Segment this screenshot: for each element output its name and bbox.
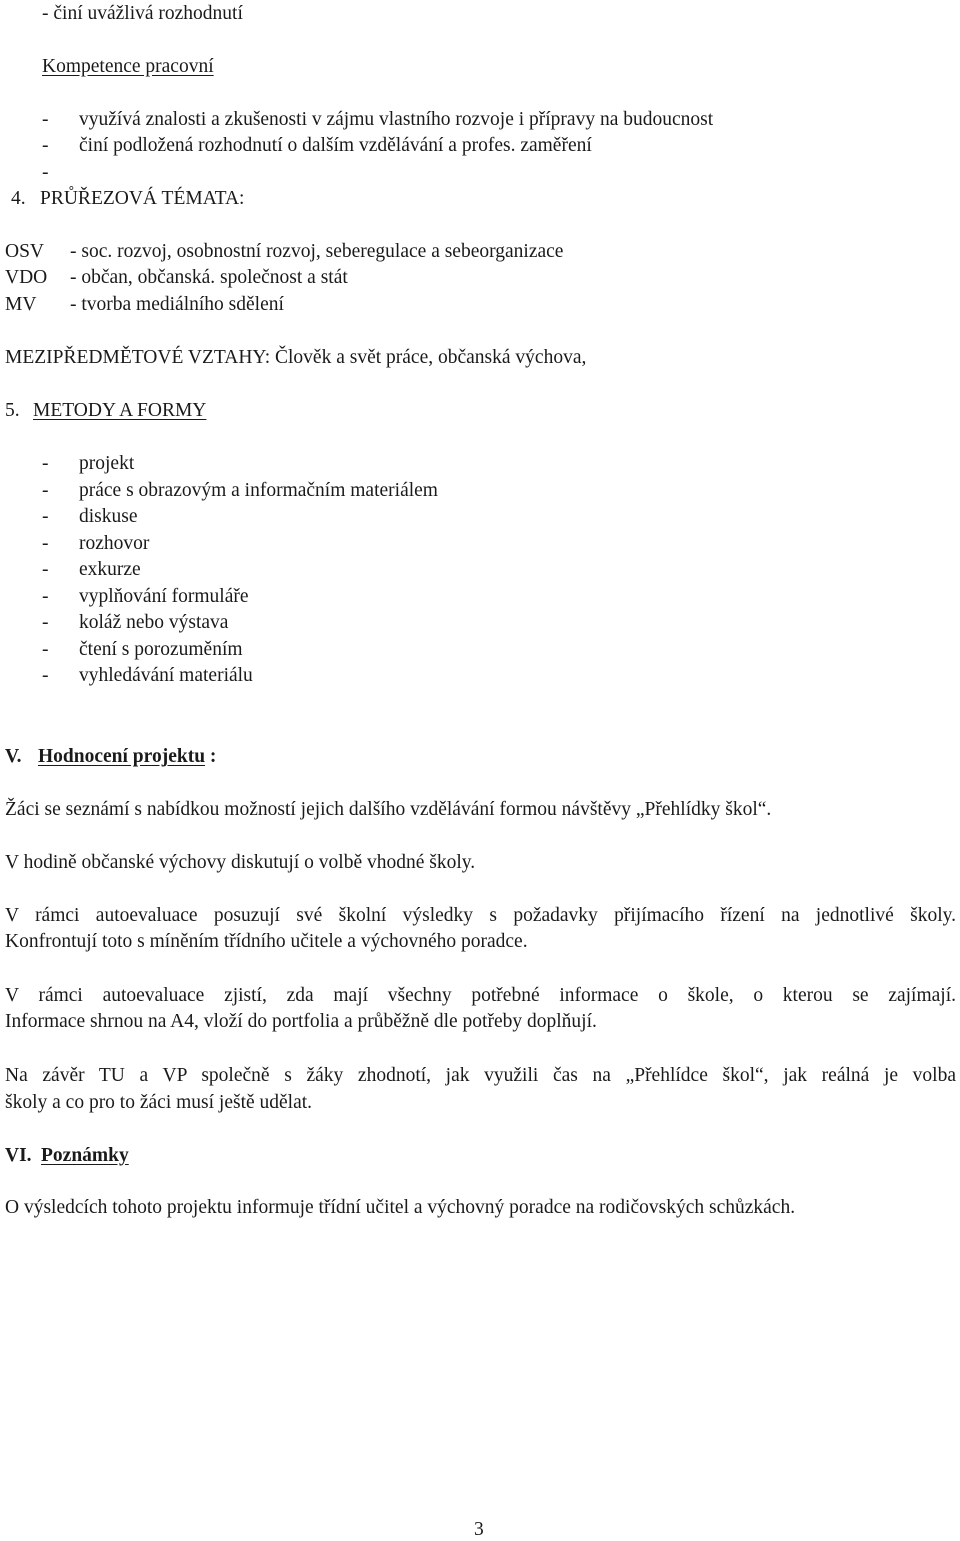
theme-text: - občan, občanská. společnost a stát (70, 267, 348, 288)
paragraph-line: V rámci autoevaluace zjistí, zda mají všechny potřebné informace o škole, o kterou se zajímají. (5, 985, 956, 1006)
theme-abbr: OSV (5, 241, 45, 262)
paragraph-line: Konfrontují toto s míněním třídního učitele a výchovného poradce. (5, 931, 528, 952)
section-title: Hodnocení projektu (38, 746, 206, 767)
paragraph: Žáci se seznámí s nabídkou možností jejich dalšího vzdělávání formou návštěvy „Přehlídky škol“. (5, 799, 772, 820)
paragraph-line: V rámci autoevaluace posuzují své školní výsledky s požadavky přijímacího řízení na jednotlivé školy. (5, 905, 956, 926)
theme-text: - tvorba mediálního sdělení (70, 294, 284, 315)
theme-abbr: MV (5, 294, 37, 315)
section-title: METODY A FORMY (33, 400, 207, 421)
paragraph-line: Informace shrnou na A4, vloží do portfolia a průběžně dle potřeby doplňují. (5, 1011, 597, 1032)
section-title: Poznámky (41, 1145, 129, 1166)
theme-abbr: VDO (5, 267, 48, 288)
section-title: PRŮŘEZOVÁ TÉMATA: (40, 188, 245, 209)
section-number: V. (5, 746, 22, 767)
page-number: 3 (474, 1519, 484, 1540)
theme-text: - soc. rozvoj, osobnostní rozvoj, seberegulace a sebeorganizace (70, 241, 564, 262)
mezipredmetove-vztahy: MEZIPŘEDMĚTOVÉ VZTAHY: Člověk a svět práce, občanská výchova, (5, 347, 587, 368)
paragraph-line: Na závěr TU a VP společně s žáky zhodnotí, jak využili čas na „Přehlídce škol“, jak reálná je volba (5, 1065, 956, 1086)
section-number: VI. (5, 1145, 32, 1166)
section-number: 5. (5, 400, 20, 421)
section-number: 4. (11, 188, 26, 209)
paragraph: O výsledcích tohoto projektu informuje třídní učitel a výchovný poradce na rodičovských schůzkách. (5, 1197, 796, 1218)
intro-line: - činí uvážlivá rozhodnutí (42, 3, 243, 24)
kompetence-heading: Kompetence pracovní (42, 56, 214, 77)
paragraph-line: školy a co pro to žáci musí ještě udělat. (5, 1092, 313, 1113)
paragraph: V hodině občanské výchovy diskutují o volbě vhodné školy. (5, 852, 476, 873)
